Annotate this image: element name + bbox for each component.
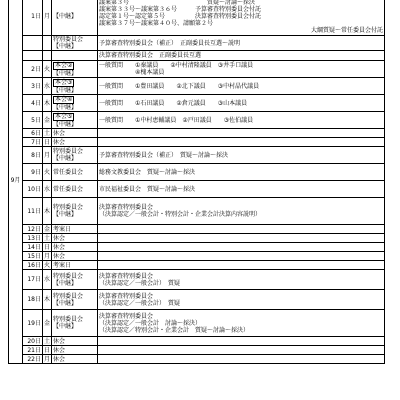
meeting-type-cell bbox=[52, 147, 98, 164]
meeting-type-label: 特別委員会 bbox=[53, 36, 84, 43]
agenda-line: 決算審査特別委員会 正副委員長互選 bbox=[99, 52, 202, 59]
meeting-type-label: 休会 bbox=[53, 355, 66, 363]
agenda-cell bbox=[98, 138, 385, 147]
agenda-cell bbox=[98, 78, 385, 95]
weekday-cell: 日 bbox=[44, 346, 51, 354]
schedule-row bbox=[9, 225, 385, 234]
plenary-session-badge: 本会④ bbox=[55, 95, 73, 103]
weekday-cell: 金 bbox=[43, 310, 52, 337]
day-cell: 17日 bbox=[23, 270, 43, 290]
meeting-type-cell bbox=[52, 225, 98, 234]
meeting-type-cell bbox=[52, 290, 98, 310]
meeting-type-cell bbox=[52, 138, 98, 147]
meeting-type-cell bbox=[52, 310, 98, 337]
meeting-type-label: 常任委員会 bbox=[53, 185, 84, 193]
meeting-type-cell bbox=[52, 270, 98, 290]
meeting-type-cell bbox=[52, 164, 98, 181]
meeting-type-label: 特別委員会 bbox=[53, 272, 84, 280]
schedule-row bbox=[9, 270, 385, 290]
month-cell: 9月 bbox=[9, 0, 23, 364]
day-cell: 15日 bbox=[23, 252, 43, 261]
meeting-type-cell bbox=[52, 346, 98, 355]
schedule-row bbox=[9, 36, 385, 51]
agenda-line: 一般質問 ①石田議員 ②倉元議員 ③山本議員 bbox=[99, 99, 248, 107]
agenda-line: 予算審査特別委員会（補正） 正副委員長互選～説明 bbox=[99, 39, 241, 47]
schedule-row bbox=[9, 290, 385, 310]
day-cell: 6日 bbox=[23, 129, 43, 138]
weekday-cell: 木 bbox=[43, 290, 52, 310]
agenda-cell bbox=[98, 346, 385, 355]
meeting-type-label bbox=[53, 96, 96, 104]
meeting-type-label: 特別委員会 bbox=[53, 148, 84, 155]
agenda-cell bbox=[98, 337, 385, 346]
agenda-line: 決算審査特別委員会 bbox=[99, 204, 154, 211]
meeting-type-label: 休会 bbox=[53, 243, 66, 251]
day-cell: 19日 bbox=[23, 310, 43, 337]
agenda-cell bbox=[98, 198, 385, 225]
schedule-body bbox=[9, 0, 385, 364]
session-schedule-table bbox=[8, 0, 385, 364]
meeting-type-label: 特別委員会 bbox=[53, 316, 84, 323]
schedule-row bbox=[9, 61, 385, 78]
schedule-row bbox=[9, 138, 385, 147]
agenda-line: 認定第１号～認定第５号 決算審査特別委員会付託 bbox=[99, 13, 262, 20]
agenda-line: 議案第３３号～議案第３６号 予算審査特別委員会付託 bbox=[99, 6, 262, 13]
day-cell: 21日 bbox=[23, 346, 43, 355]
meeting-type-label: 【中継】 bbox=[53, 299, 78, 307]
agenda-line: 決算審査特別委員会 bbox=[99, 312, 154, 320]
agenda-cell bbox=[98, 290, 385, 310]
meeting-type-cell bbox=[52, 181, 98, 198]
meeting-type-label: 特別委員会 bbox=[53, 204, 84, 211]
day-cell: 11日 bbox=[23, 198, 43, 225]
meeting-type-label bbox=[53, 79, 96, 87]
agenda-cell bbox=[98, 181, 385, 198]
meeting-type-label: 【中継】 bbox=[53, 279, 78, 287]
weekday-cell: 月 bbox=[44, 252, 51, 260]
agenda-line: （決算認定／一般会計） 質疑 bbox=[99, 279, 181, 287]
meeting-type-label: 【中継】 bbox=[53, 86, 78, 94]
agenda-cell bbox=[98, 51, 385, 61]
agenda-line: 決算審査特別委員会 bbox=[99, 272, 154, 280]
meeting-type-cell bbox=[52, 243, 98, 252]
weekday-cell: 火 bbox=[43, 164, 52, 181]
weekday-cell: 木 bbox=[43, 198, 52, 225]
agenda-cell bbox=[98, 310, 385, 337]
meeting-type-label: 【中継】 bbox=[53, 69, 78, 77]
schedule-row bbox=[9, 198, 385, 225]
day-cell: 18日 bbox=[23, 290, 43, 310]
agenda-line: 大綱質疑～常任委員会付託 bbox=[310, 27, 383, 34]
day-cell: 20日 bbox=[23, 337, 43, 346]
day-cell bbox=[23, 51, 43, 61]
weekday-cell bbox=[43, 36, 52, 51]
agenda-cell bbox=[98, 225, 385, 234]
meeting-type-cell bbox=[52, 198, 98, 225]
meeting-type-label: 特別委員会 bbox=[53, 292, 84, 300]
agenda-line: 決算審査特別委員会 bbox=[99, 292, 154, 300]
meeting-type-cell bbox=[52, 112, 98, 129]
agenda-cell bbox=[98, 261, 385, 270]
day-cell: 3日 bbox=[23, 78, 43, 95]
meeting-type-label: 【中継】 bbox=[53, 13, 78, 20]
schedule-row bbox=[9, 95, 385, 112]
agenda-line: 議案第３７号～議案第４０号、請願第２号 bbox=[99, 20, 214, 27]
meeting-type-label: 休会 bbox=[53, 234, 66, 242]
meeting-type-label: 【中継】 bbox=[53, 103, 78, 111]
meeting-type-cell bbox=[52, 51, 98, 61]
agenda-line: 総務文教委員会 質疑～討論～採決 bbox=[99, 168, 196, 176]
agenda-line: 一般質問 ①中村恵輔議員 ②戸田議員 ③佐伯議員 bbox=[99, 116, 254, 124]
schedule-row bbox=[9, 78, 385, 95]
meeting-type-label: 【中継】 bbox=[53, 155, 78, 162]
meeting-type-label bbox=[53, 62, 96, 70]
meeting-type-label: 考案日 bbox=[53, 261, 72, 269]
meeting-type-cell bbox=[52, 95, 98, 112]
weekday-cell: 水 bbox=[43, 181, 52, 198]
agenda-cell bbox=[98, 95, 385, 112]
day-cell bbox=[23, 36, 43, 51]
plenary-session-badge: 本会⑤ bbox=[55, 112, 73, 120]
agenda-cell bbox=[98, 147, 385, 164]
schedule-row bbox=[9, 164, 385, 181]
schedule-row bbox=[9, 0, 385, 36]
meeting-type-label: 【中継】 bbox=[53, 323, 78, 330]
schedule-row bbox=[9, 181, 385, 198]
meeting-type-cell bbox=[52, 0, 98, 36]
meeting-type-label: 【中継】 bbox=[53, 43, 78, 50]
weekday-cell: 火 bbox=[44, 261, 51, 269]
agenda-line: （決算認定／一般会計 討論～採決） bbox=[99, 319, 202, 327]
weekday-cell: 土 bbox=[44, 129, 51, 137]
meeting-type-label: 考案日 bbox=[53, 225, 72, 233]
weekday-cell: 日 bbox=[44, 138, 51, 146]
schedule-row bbox=[9, 355, 385, 364]
weekday-cell bbox=[43, 51, 52, 61]
day-cell: 16日 bbox=[23, 261, 43, 270]
meeting-type-label: 休会 bbox=[53, 138, 66, 146]
schedule-row bbox=[9, 243, 385, 252]
schedule-row bbox=[9, 337, 385, 346]
day-cell: 2日 bbox=[23, 61, 43, 78]
weekday-cell: 水 bbox=[43, 78, 52, 95]
agenda-line: 一般質問 ①秦議員 ②中村清隆議員 ③井手口議員 bbox=[99, 62, 254, 69]
schedule-row bbox=[9, 234, 385, 243]
agenda-line: 議案第３号 質疑～討論～採決 bbox=[99, 0, 256, 6]
weekday-cell: 日 bbox=[44, 243, 51, 251]
day-cell: 22日 bbox=[23, 355, 43, 364]
meeting-type-label: 【中継】 bbox=[53, 211, 78, 218]
meeting-type-cell bbox=[52, 78, 98, 95]
agenda-cell bbox=[98, 164, 385, 181]
weekday-cell: 土 bbox=[44, 234, 51, 242]
day-cell: 14日 bbox=[23, 243, 43, 252]
schedule-row bbox=[9, 252, 385, 261]
day-cell: 12日 bbox=[23, 225, 43, 234]
schedule-row bbox=[9, 129, 385, 138]
meeting-type-cell bbox=[52, 129, 98, 138]
meeting-type-cell bbox=[52, 261, 98, 270]
agenda-line: （決算認定／一般会計・特別会計・企業会計決算内容説明） bbox=[99, 211, 262, 218]
weekday-cell: 木 bbox=[43, 95, 52, 112]
agenda-cell bbox=[98, 0, 385, 36]
agenda-cell bbox=[98, 61, 385, 78]
agenda-cell bbox=[98, 129, 385, 138]
day-cell: 5日 bbox=[23, 112, 43, 129]
agenda-line: ④槐本議員 bbox=[99, 69, 165, 76]
agenda-cell bbox=[98, 243, 385, 252]
agenda-cell bbox=[98, 355, 385, 364]
meeting-type-label: 休会 bbox=[53, 346, 66, 354]
agenda-cell bbox=[98, 36, 385, 51]
agenda-cell bbox=[98, 234, 385, 243]
agenda-line: 予算審査特別委員会（補正） 質疑～討論～採決 bbox=[99, 151, 229, 159]
meeting-type-cell bbox=[52, 252, 98, 261]
agenda-cell bbox=[98, 112, 385, 129]
weekday-cell: 月 bbox=[43, 147, 52, 164]
meeting-type-label: 休会 bbox=[53, 337, 66, 345]
weekday-cell: 金 bbox=[44, 225, 51, 233]
schedule-row bbox=[9, 147, 385, 164]
schedule-row bbox=[9, 112, 385, 129]
meeting-type-cell bbox=[52, 234, 98, 243]
schedule-row bbox=[9, 261, 385, 270]
day-cell: 13日 bbox=[23, 234, 43, 243]
meeting-type-cell bbox=[52, 61, 98, 78]
day-cell: 7日 bbox=[23, 138, 43, 147]
agenda-line: （決算認定／一般会計） 質疑 bbox=[99, 299, 181, 307]
weekday-cell: 水 bbox=[43, 270, 52, 290]
plenary-session-badge: 本会② bbox=[55, 61, 73, 69]
agenda-line: 一般質問 ①豊田議員 ②北下議員 ③中村晶代議員 bbox=[99, 82, 260, 90]
day-cell: 1日 bbox=[23, 0, 43, 36]
weekday-cell: 月 bbox=[43, 0, 52, 36]
weekday-cell: 火 bbox=[43, 61, 52, 78]
schedule-row bbox=[9, 51, 385, 61]
meeting-type-label: 休会 bbox=[53, 129, 66, 137]
schedule-row bbox=[9, 346, 385, 355]
meeting-type-cell bbox=[52, 355, 98, 364]
day-cell: 8日 bbox=[23, 147, 43, 164]
day-cell: 4日 bbox=[23, 95, 43, 112]
meeting-type-label bbox=[53, 113, 96, 121]
day-cell: 10日 bbox=[23, 181, 43, 198]
weekday-cell: 金 bbox=[43, 112, 52, 129]
schedule-row bbox=[9, 310, 385, 337]
meeting-type-cell bbox=[52, 337, 98, 346]
weekday-cell: 月 bbox=[44, 355, 51, 363]
meeting-type-label: 【中継】 bbox=[53, 120, 78, 128]
agenda-cell bbox=[98, 252, 385, 261]
agenda-line: 市民福祉委員会 質疑～討論～採決 bbox=[99, 185, 196, 193]
day-cell: 9日 bbox=[23, 164, 43, 181]
meeting-type-label: 休会 bbox=[53, 252, 66, 260]
meeting-type-cell bbox=[52, 36, 98, 51]
agenda-cell bbox=[98, 270, 385, 290]
meeting-type-label: 常任委員会 bbox=[53, 168, 84, 176]
plenary-session-badge: 本会③ bbox=[55, 78, 73, 86]
weekday-cell: 土 bbox=[44, 337, 51, 345]
agenda-line: （決算認定／特別会計・企業会計 質疑～討論～採決） bbox=[99, 326, 250, 334]
